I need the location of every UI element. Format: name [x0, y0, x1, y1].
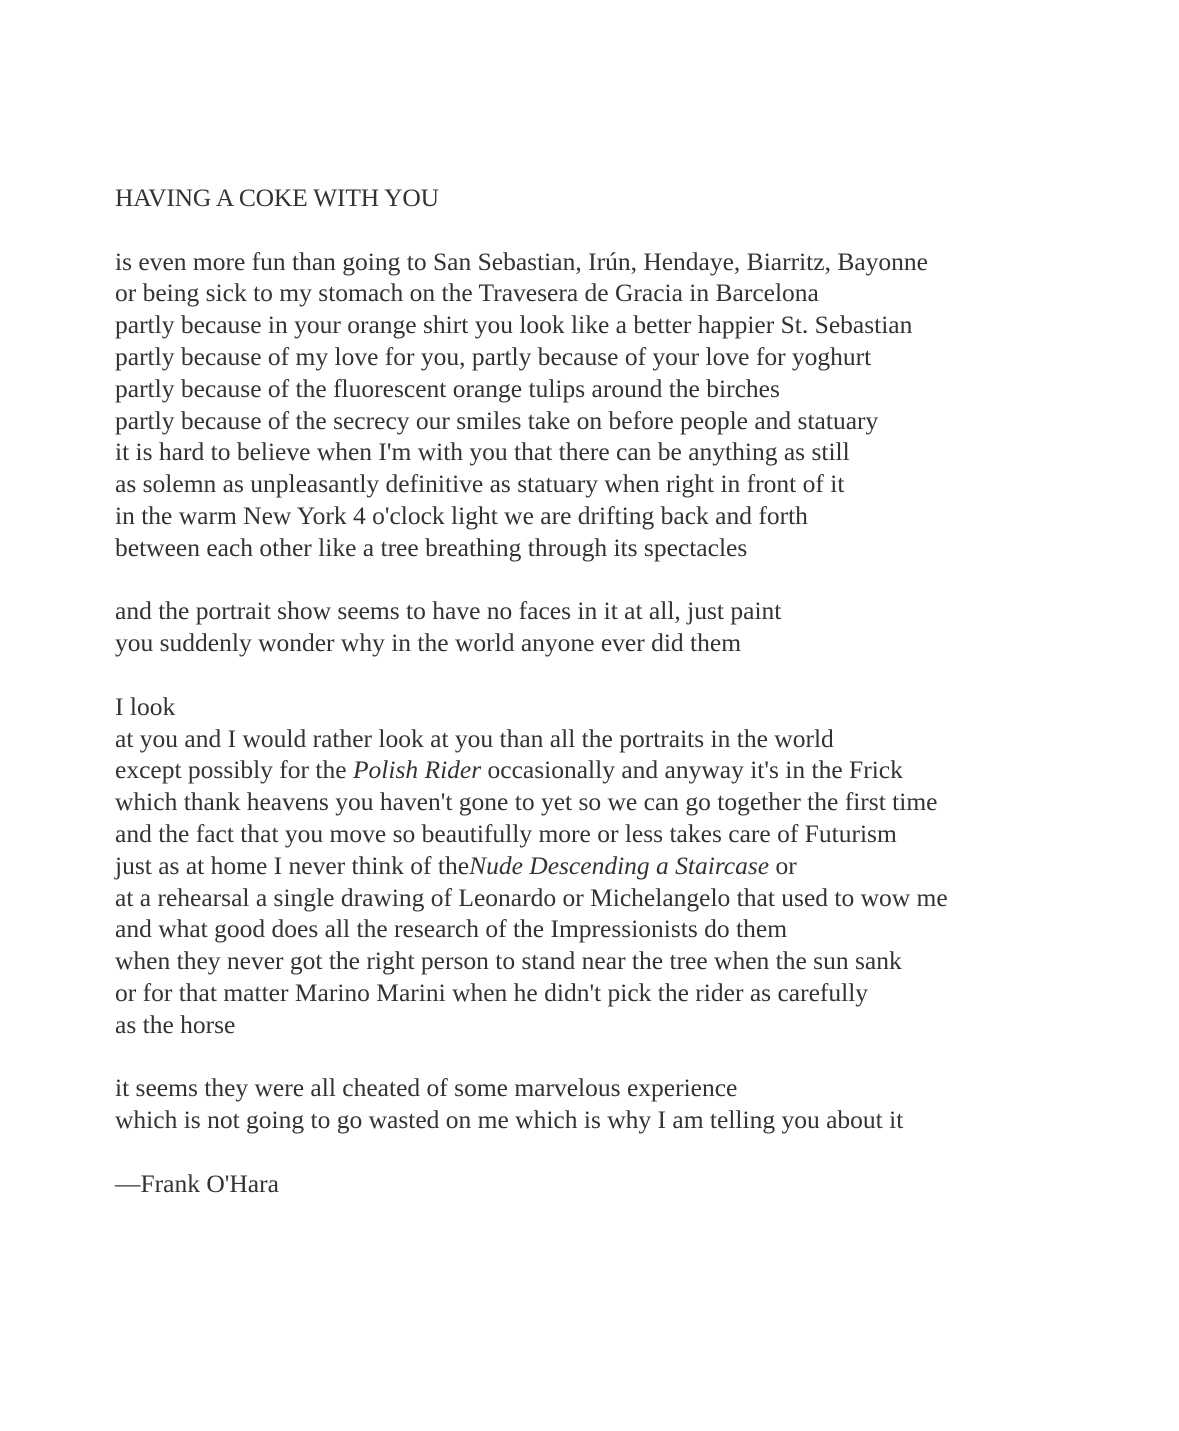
poem-line-nude-descending	[115, 850, 1155, 882]
poem-line: partly because of my love for you, partly because of your love for yoghurt	[115, 341, 872, 371]
poem-line: at you and I would rather look at you than all the portraits in the world	[115, 723, 834, 753]
poem-line: is even more fun than going to San Sebastian, Irún, Hendaye, Biarritz, Bayonne	[115, 246, 928, 276]
line-text: occasionally and anyway it's in the Frick	[481, 755, 903, 785]
stanza-gap	[115, 214, 1155, 246]
stanza-3	[115, 691, 1155, 1041]
poem-page	[115, 182, 1155, 1200]
poem-line: and what good does all the research of the Impressionists do them	[115, 914, 788, 944]
poem-line: and the fact that you move so beautifully more or less takes care of Futurism	[115, 818, 897, 848]
line-text: except possibly for the	[115, 755, 353, 785]
line-text: or	[769, 850, 797, 880]
artwork-title-polish-rider: Polish Rider	[352, 755, 482, 785]
line-text: just as at home I never think of the	[115, 850, 470, 880]
poem-line: partly because in your orange shirt you look like a better happier St. Sebastian	[115, 310, 913, 340]
poem-line: it is hard to believe when I'm with you that there can be anything as still	[115, 437, 850, 467]
poem-line: when they never got the right person to stand near the tree when the sun sank	[115, 946, 902, 976]
poem-title: HAVING A COKE WITH YOU	[115, 183, 439, 212]
poem-line: at a rehearsal a single drawing of Leonardo or Michelangelo that used to wow me	[115, 882, 948, 912]
stanza-4	[115, 1072, 1155, 1136]
poem-line: you suddenly wonder why in the world anyone ever did them	[115, 628, 742, 658]
poem-line: which thank heavens you haven't gone to yet so we can go together the first time	[115, 787, 938, 817]
stanza-gap	[115, 1041, 1155, 1073]
stanza-gap	[115, 564, 1155, 596]
poem-line: in the warm New York 4 o'clock light we are drifting back and forth	[115, 500, 808, 530]
poem-line: partly because of the fluorescent orange tulips around the birches	[115, 373, 780, 403]
poem-line: as solemn as unpleasantly definitive as statuary when right in front of it	[115, 469, 845, 499]
poem-line: as the horse	[115, 1009, 236, 1039]
stanza-1	[115, 246, 1155, 564]
stanza-2	[115, 595, 1155, 659]
stanza-gap	[115, 659, 1155, 691]
poem-attribution: —Frank O'Hara	[115, 1168, 279, 1198]
poem-line: or being sick to my stomach on the Travesera de Gracia in Barcelona	[115, 278, 819, 308]
poem-line: which is not going to go wasted on me which is why I am telling you about it	[115, 1105, 904, 1135]
poem-line: partly because of the secrecy our smiles take on before people and statuary	[115, 405, 879, 435]
poem-line: I look	[115, 691, 176, 721]
poem-line: or for that matter Marino Marini when he didn't pick the rider as carefully	[115, 977, 869, 1007]
poem-line: it seems they were all cheated of some marvelous experience	[115, 1073, 738, 1103]
artwork-title-nude-descending: Nude Descending a Staircase	[469, 850, 770, 880]
poem-line: between each other like a tree breathing through its spectacles	[115, 532, 748, 562]
stanza-gap	[115, 1136, 1155, 1168]
poem-line: and the portrait show seems to have no faces in it at all, just paint	[115, 596, 782, 626]
poem-line-polish-rider	[115, 754, 1155, 786]
